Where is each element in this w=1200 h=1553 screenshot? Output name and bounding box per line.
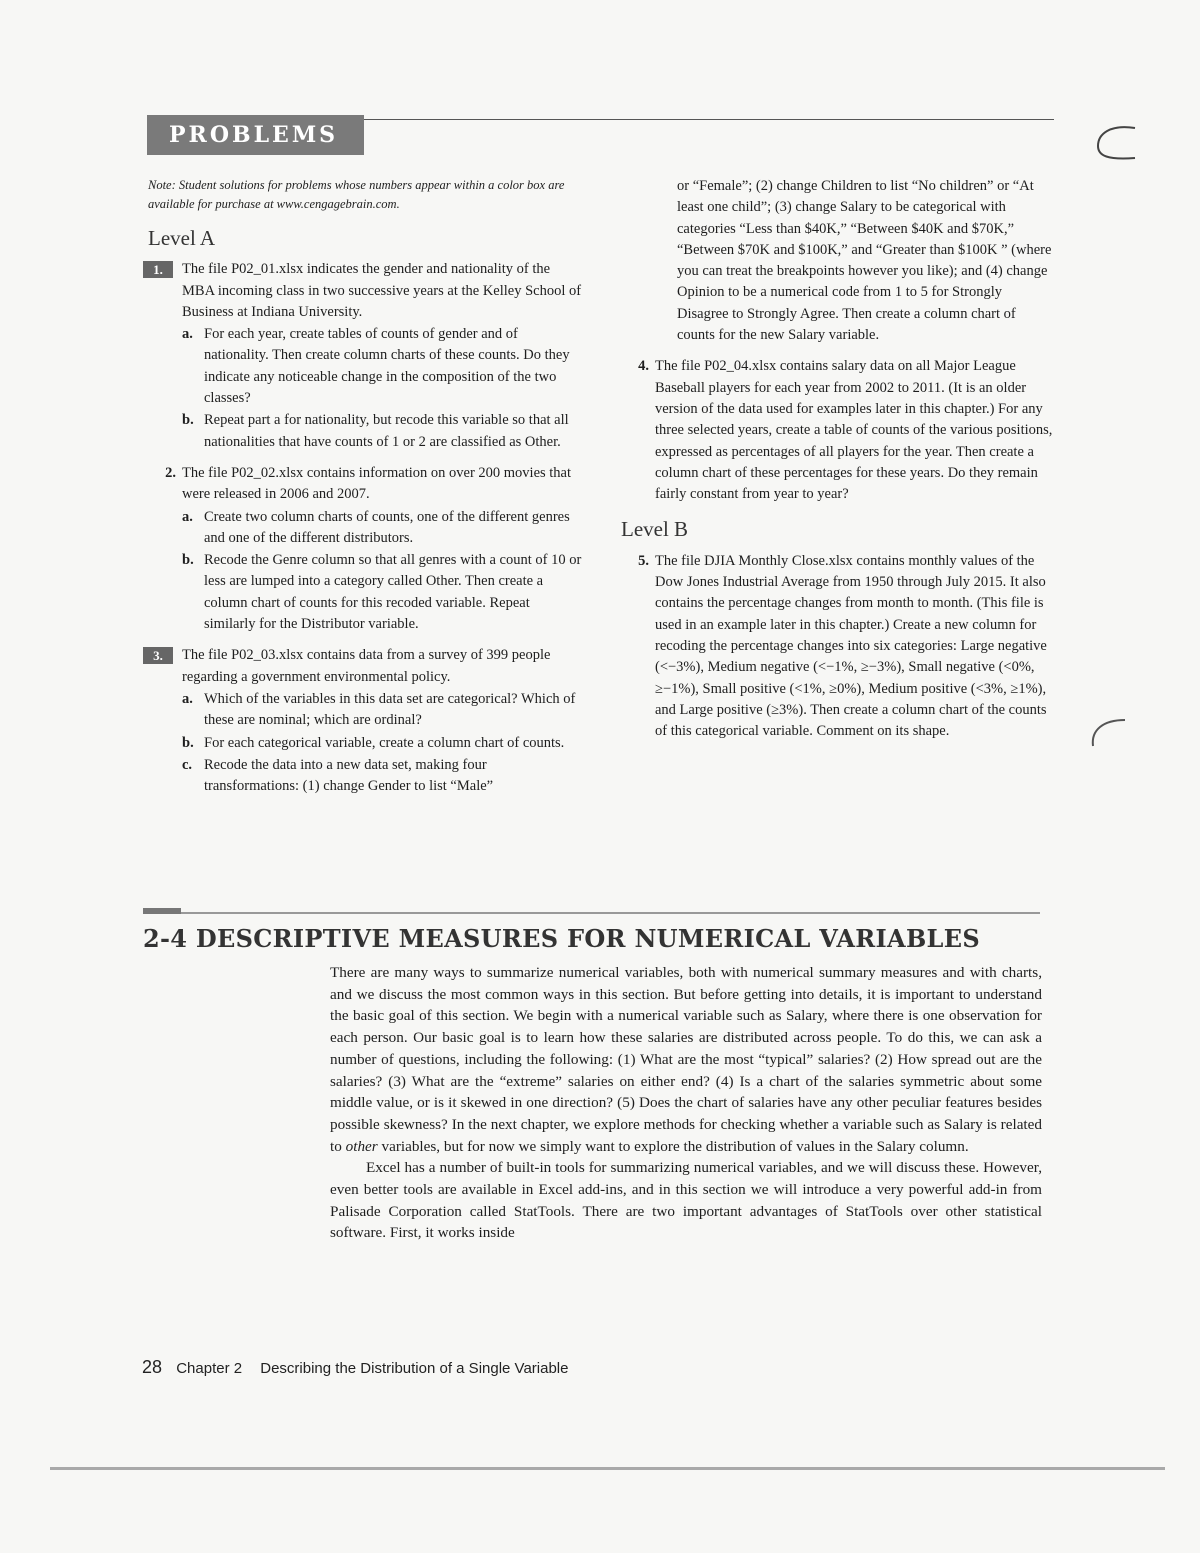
subpart-a — [182, 507, 582, 550]
problem-text: The file P02_03.xlsx contains data from a survey of 399 people regarding a government environmental policy. — [182, 647, 551, 685]
scan-artifact-line — [50, 1467, 1165, 1470]
problems-header: PROBLEMS — [147, 115, 364, 155]
problem-text: The file P02_01.xlsx indicates the gender and nationality of the MBA incoming class in two successive years at the Kelley School of Business at Indiana University. — [182, 261, 582, 320]
subpart-label: b. — [182, 552, 194, 569]
subpart-label: b. — [182, 734, 194, 751]
subpart-text: Recode the data into a new data set, making four transformations: (1) change Gender to list “Male” — [204, 756, 494, 795]
section-rule — [143, 912, 1040, 914]
problem-number-badge: 3. — [143, 647, 173, 664]
subpart-label: c. — [182, 756, 193, 773]
problem-text: The file DJIA Monthly Close.xlsx contains monthly values of the Dow Jones Industrial Average from 1950 through July 2015. It also contains the percentage changes from month to month. (This file is used in an example later in this chapter.) Create a new column for recoding the percentage changes into six categories: Large negative (<−3%), Medium negative (<−1%, ≥−3%), Small negative (<0%, ≥−1%), Small positive (<1%, ≥0%), Medium positive (<3%, ≥1%), and Large positive (≥3%). Then create a column chart of the counts of this categorical variable. Comment on its shape. — [655, 552, 1047, 740]
problem-number: 2. — [165, 464, 176, 481]
problem-1 — [146, 259, 582, 453]
subpart-label: a. — [182, 690, 193, 707]
problem-4 — [619, 356, 1055, 505]
subpart-b — [182, 550, 582, 635]
subpart-text: Which of the variables in this data set are categorical? Which of these are nominal; which are ordinal? — [204, 690, 576, 729]
problem-number-badge: 1. — [143, 261, 173, 278]
subpart-a — [182, 689, 582, 732]
page-number: 28 — [142, 1357, 163, 1377]
subpart-text: Repeat part a for nationality, but recode this variable so that all nationalities that have counts of 1 or 2 are classified as Other. — [204, 412, 569, 450]
subpart-label: a. — [182, 508, 193, 525]
subpart-text: Create two column charts of counts, one of the different genres and one of the different distributors. — [204, 508, 570, 546]
subpart-c — [182, 755, 582, 798]
problem-text: The file P02_04.xlsx contains salary data on all Major League Baseball players for each year from 2002 to 2011. (It is an older version of the data used for examples later in this chapter.) For any three selected years, create a table of counts of the various positions, expressed as percentages of all players for the year. Then create a column chart of these percentages for these years. Do they remain fairly constant from year to year? — [655, 358, 1053, 503]
problem-number: 5. — [638, 552, 649, 569]
subpart-label: a. — [182, 326, 193, 343]
binding-hole-mark — [1085, 712, 1135, 762]
emphasis-text: other — [345, 1137, 378, 1155]
problem-2 — [146, 463, 582, 635]
section-rule-tick — [143, 908, 181, 914]
body-paragraph-1 — [330, 962, 1042, 1157]
subpart-text: For each year, create tables of counts of gender and of nationality. Then create column charts of these counts. Do they indicate any noticeable change in the composition of the two classes? — [204, 326, 570, 407]
problem-5 — [619, 551, 1055, 743]
paragraph-text: There are many ways to summarize numerical variables, both with numerical summary measures and with charts, and we discuss the most common ways in this section. But before getting into details, it is important to understand the basic goal of this section. We begin with a numerical variable such as Salary, where there is one observation for each person. Our basic goal is to learn how these salaries are distributed across people. To do this, we can ask a number of questions, including the following: (1) What are the most “typical” salaries? (2) How spread out are the salaries? (3) What are the “extreme” salaries on either end? (4) Is a chart of the salaries symmetric about some middle value, or is it skewed in one direction? (5) Does the chart of salaries have any other peculiar features besides possible skewness? In the next chapter, we explore methods for checking whether a variable such as Salary is related to — [330, 964, 1042, 1155]
body-paragraph-2: Excel has a number of built-in tools for summarizing numerical variables, and we will discuss these. However, even better tools are available in Excel add-ins, and in this section we will introduce a very powerful add-in from Palisade Corporation called StatTools. There are two important advantages of StatTools over other statistical software. First, it works inside — [330, 1159, 1042, 1242]
subpart-a — [182, 324, 582, 409]
chapter-title: Describing the Distribution of a Single Variable — [260, 1360, 569, 1377]
left-column — [146, 176, 582, 807]
problem-number: 4. — [638, 358, 649, 375]
level-a-heading: Level A — [148, 226, 216, 250]
chapter-label: Chapter 2 — [176, 1360, 243, 1377]
subpart-text: For each categorical variable, create a column chart of counts. — [204, 734, 565, 751]
problem-3 — [146, 645, 582, 797]
right-column — [619, 176, 1055, 752]
section-body — [330, 962, 1042, 1244]
subpart-label: b. — [182, 412, 194, 429]
problem-3c-continued: or “Female”; (2) change Children to list “No children” or “At least one child”; (3) change Salary to be categorical with categories “Less than $40K,” “Between $40K and $70K,” “Between $70K and $100K,” and “Greater than $100K ” (where you can treat the breakpoints however you like); and (4) change Opinion to be a numerical code from 1 to 5 for Strongly Disagree to Strongly Agree. Then create a column chart of counts for the new Salary variable. — [677, 178, 1052, 344]
page-footer — [142, 1357, 568, 1378]
student-solutions-note: Note: Student solutions for problems whose numbers appear within a color box are available for purchase at www.cengagebrain.com. — [148, 178, 565, 211]
section-title: 2-4 DESCRIPTIVE MEASURES FOR NUMERICAL VARIABLES — [143, 924, 980, 953]
subpart-b — [182, 733, 582, 754]
paragraph-text: variables, but for now we simply want to explore the distribution of values in the Salary column. — [377, 1137, 969, 1155]
problem-text: The file P02_02.xlsx contains information on over 200 movies that were released in 2006 and 2007. — [182, 464, 572, 503]
subpart-b — [182, 410, 582, 453]
binding-hole-mark — [1090, 120, 1140, 170]
header-rule — [364, 119, 1054, 120]
level-b-heading: Level B — [621, 517, 689, 542]
subpart-text: Recode the Genre column so that all genres with a count of 10 or less are lumped into a category called Other. Then create a column chart of counts for this recoded variable. Repeat similarly for the Distributor variable. — [204, 552, 582, 633]
